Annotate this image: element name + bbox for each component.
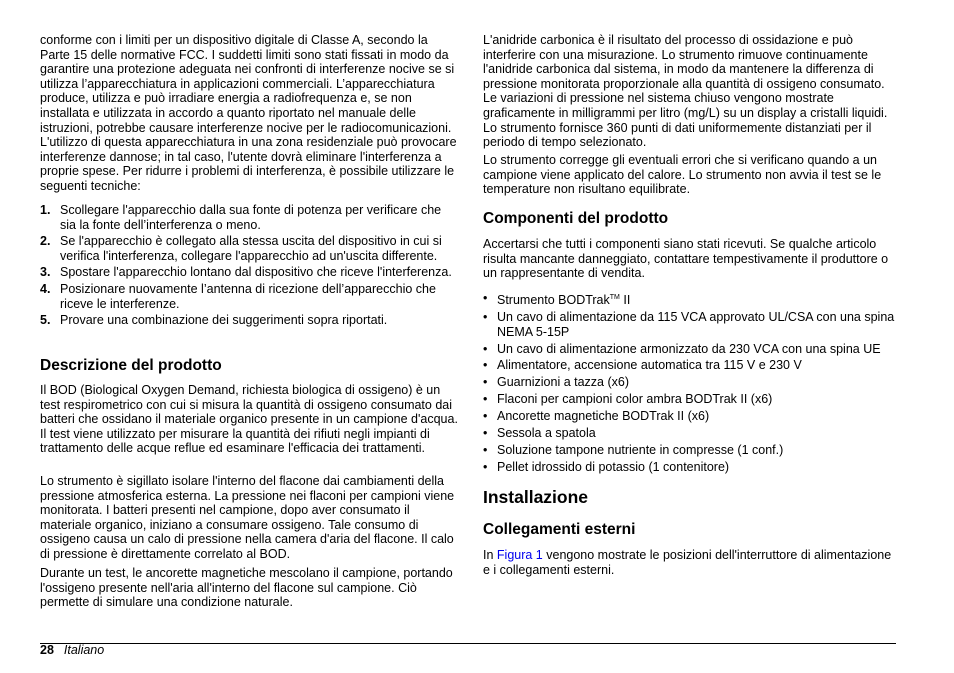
heading-collegamenti: Collegamenti esterni	[483, 521, 636, 538]
list-item	[483, 291, 901, 308]
step-text: Provare una combinazione dei suggerimenti sopra riportati.	[60, 313, 388, 328]
item-text: Flaconi per campioni color ambra BODTrak II (x6)	[497, 392, 773, 407]
list-item	[483, 375, 901, 390]
sealed-paragraph: Lo strumento è sigillato isolare l'interno del flacone dai cambiamenti della pressione atmosferica esterna. La pressione nei flaconi per campioni viene monitorata. I batteri presenti nel campione, dopo aver consumato il materiale organico, iniziano a consumare ossigeno. Tale consumo di ossigeno causa un calo di pressione nella camera d'aria del flacone. Il calo di pressione è direttamente correlato al BOD.	[40, 474, 455, 561]
list-item	[483, 310, 901, 339]
page-footer	[40, 643, 104, 657]
bullet-icon: •	[483, 425, 488, 440]
item-text: Guarnizioni a tazza (x6)	[497, 375, 630, 390]
item-text: Sessola a spatola	[497, 425, 596, 440]
list-item	[40, 282, 458, 311]
bullet-icon: •	[483, 310, 488, 325]
item-text: Strumento BODTrak	[497, 293, 610, 308]
list-item	[483, 358, 901, 373]
bullet-icon: •	[483, 341, 488, 356]
item-text: Alimentatore, accensione automatica tra 115 V e 230 V	[497, 358, 802, 373]
list-item	[483, 460, 901, 475]
figure-reference-paragraph	[483, 548, 901, 577]
step-text: Spostare l'apparecchio lontano dal dispositivo che riceve l'interferenza.	[60, 265, 452, 280]
bullet-icon: •	[483, 392, 488, 407]
fcc-intro-paragraph: conforme con i limiti per un dispositivo digitale di Classe A, secondo la Parte 15 delle normative FCC. I suddetti limiti sono stati fissati in modo da garantire una protezione adeguata nei confronti di interferenze nocive se si utilizza l’apparecchiatura in applicazioni commerciali. L’apparecchiatura produce, utilizza e può irradiare energia a radiofrequenza e, se non installata e utilizzata in accordo a quanto riportato nel manuale delle istruzioni, potrebbe causare interferenze nocive per le radiocomunicazioni. L'utilizzo di questa apparecchiatura in una zona residenziale può provocare interferenze dannose; in tal caso, l'utente dovrà eliminare l'interferenza a proprie spese. Per ridurre i problemi di interferenza, è possibile utilizzare le seguenti tecniche:	[40, 33, 457, 193]
list-item	[40, 313, 458, 328]
bullet-icon: •	[483, 459, 488, 474]
step-text: Scollegare l'apparecchio dalla sua fonte di potenza per verificare che sia la fonte dell’interferenza o meno.	[60, 203, 442, 232]
interference-steps-list	[40, 203, 458, 330]
footer-language: Italiano	[63, 643, 105, 657]
bullet-icon: •	[483, 291, 488, 305]
list-item	[483, 392, 901, 407]
step-number: 2.	[40, 234, 51, 249]
item-text: Soluzione tampone nutriente in compresse (1 conf.)	[497, 442, 784, 457]
step-number: 4.	[40, 281, 51, 296]
stirring-paragraph: Durante un test, le ancorette magnetiche mescolano il campione, portando l'ossigeno presente nell'aria all'interno del flacone sul campione. Ciò permette di simulare una condizione naturale.	[40, 566, 453, 610]
heading-descrizione: Descrizione del prodotto	[40, 357, 222, 374]
components-list	[483, 291, 901, 477]
list-item	[483, 443, 901, 458]
footer-divider	[40, 643, 896, 644]
item-text: Ancorette magnetiche BODTrak II (x6)	[497, 409, 710, 424]
list-item	[483, 409, 901, 424]
co2-paragraph: L'anidride carbonica è il risultato del processo di ossidazione e può interferire con una misurazione. Lo strumento rimuove continuamente l'anidride carbonica dal sistema, in modo da mantenere la differenza di pressione monitorata proporzionale alla quantità di ossigeno consumato. Le variazioni di pressione nel sistema chiuso vengono mostrate graficamente in milligrammi per litro (mg/L) su un display a cristalli liquidi. Lo strumento fornisce 360 punti di dati uniformemente distanziati per il periodo di tempo selezionato.	[483, 33, 888, 150]
step-number: 1.	[40, 203, 51, 217]
step-number: 3.	[40, 265, 51, 280]
list-item	[483, 426, 901, 441]
list-item	[40, 234, 458, 263]
list-item	[40, 265, 458, 280]
step-text: Se l'apparecchio è collegato alla stessa uscita del dispositivo in cui si verifica l'interferenza, collegare l'apparecchio ad un'uscita differente.	[60, 234, 442, 263]
temperature-paragraph: Lo strumento corregge gli eventuali errori che si verificano quando a un campione viene applicato del calore. Lo strumento non avvia il test se le temperature non risultano equilibrate.	[483, 153, 882, 197]
list-item	[40, 203, 458, 232]
item-text: Un cavo di alimentazione armonizzato da 230 VCA con una spina UE	[497, 341, 881, 356]
figure-1-link[interactable]: Figura 1	[496, 548, 543, 562]
bullet-icon: •	[483, 442, 488, 457]
text: In	[483, 548, 497, 562]
bod-paragraph: Il BOD (Biological Oxygen Demand, richiesta biologica di ossigeno) è un test respirometrico con cui si misura la quantità di ossigeno consumato dai batteri che ossidano il materiale organico presente in un campione d'acqua. Il test viene utilizzato per misurare la quantità dei rifiuti negli impianti di trattamento delle acque reflue ed esaminare l'efficacia dei trattamenti.	[40, 383, 458, 456]
page-number: 28	[40, 643, 54, 657]
bullet-icon: •	[483, 358, 488, 373]
step-number: 5.	[40, 313, 51, 328]
check-components-paragraph: Accertarsi che tutti i componenti siano stati ricevuti. Se qualche articolo risulta mancante danneggiato, contattare tempestivamente il produttore o un rappresentante di vendita.	[483, 237, 889, 281]
bullet-icon: •	[483, 409, 488, 424]
item-text: Pellet idrossido di potassio (1 contenitore)	[497, 459, 730, 474]
trademark: TM	[609, 294, 620, 301]
text: vengono mostrate le posizioni dell'interruttore di alimentazione e i collegamenti esterni.	[483, 548, 892, 577]
list-item	[483, 342, 901, 357]
item-text: Un cavo di alimentazione da 115 VCA approvato UL/CSA con una spina NEMA 5-15P	[497, 310, 895, 339]
heading-componenti: Componenti del prodotto	[483, 210, 669, 227]
item-suffix: II	[619, 293, 631, 308]
step-text: Posizionare nuovamente l’antenna di ricezione dell’apparecchio che riceve le interferenze.	[60, 281, 436, 311]
heading-installazione: Installazione	[483, 487, 589, 507]
bullet-icon: •	[483, 375, 488, 390]
